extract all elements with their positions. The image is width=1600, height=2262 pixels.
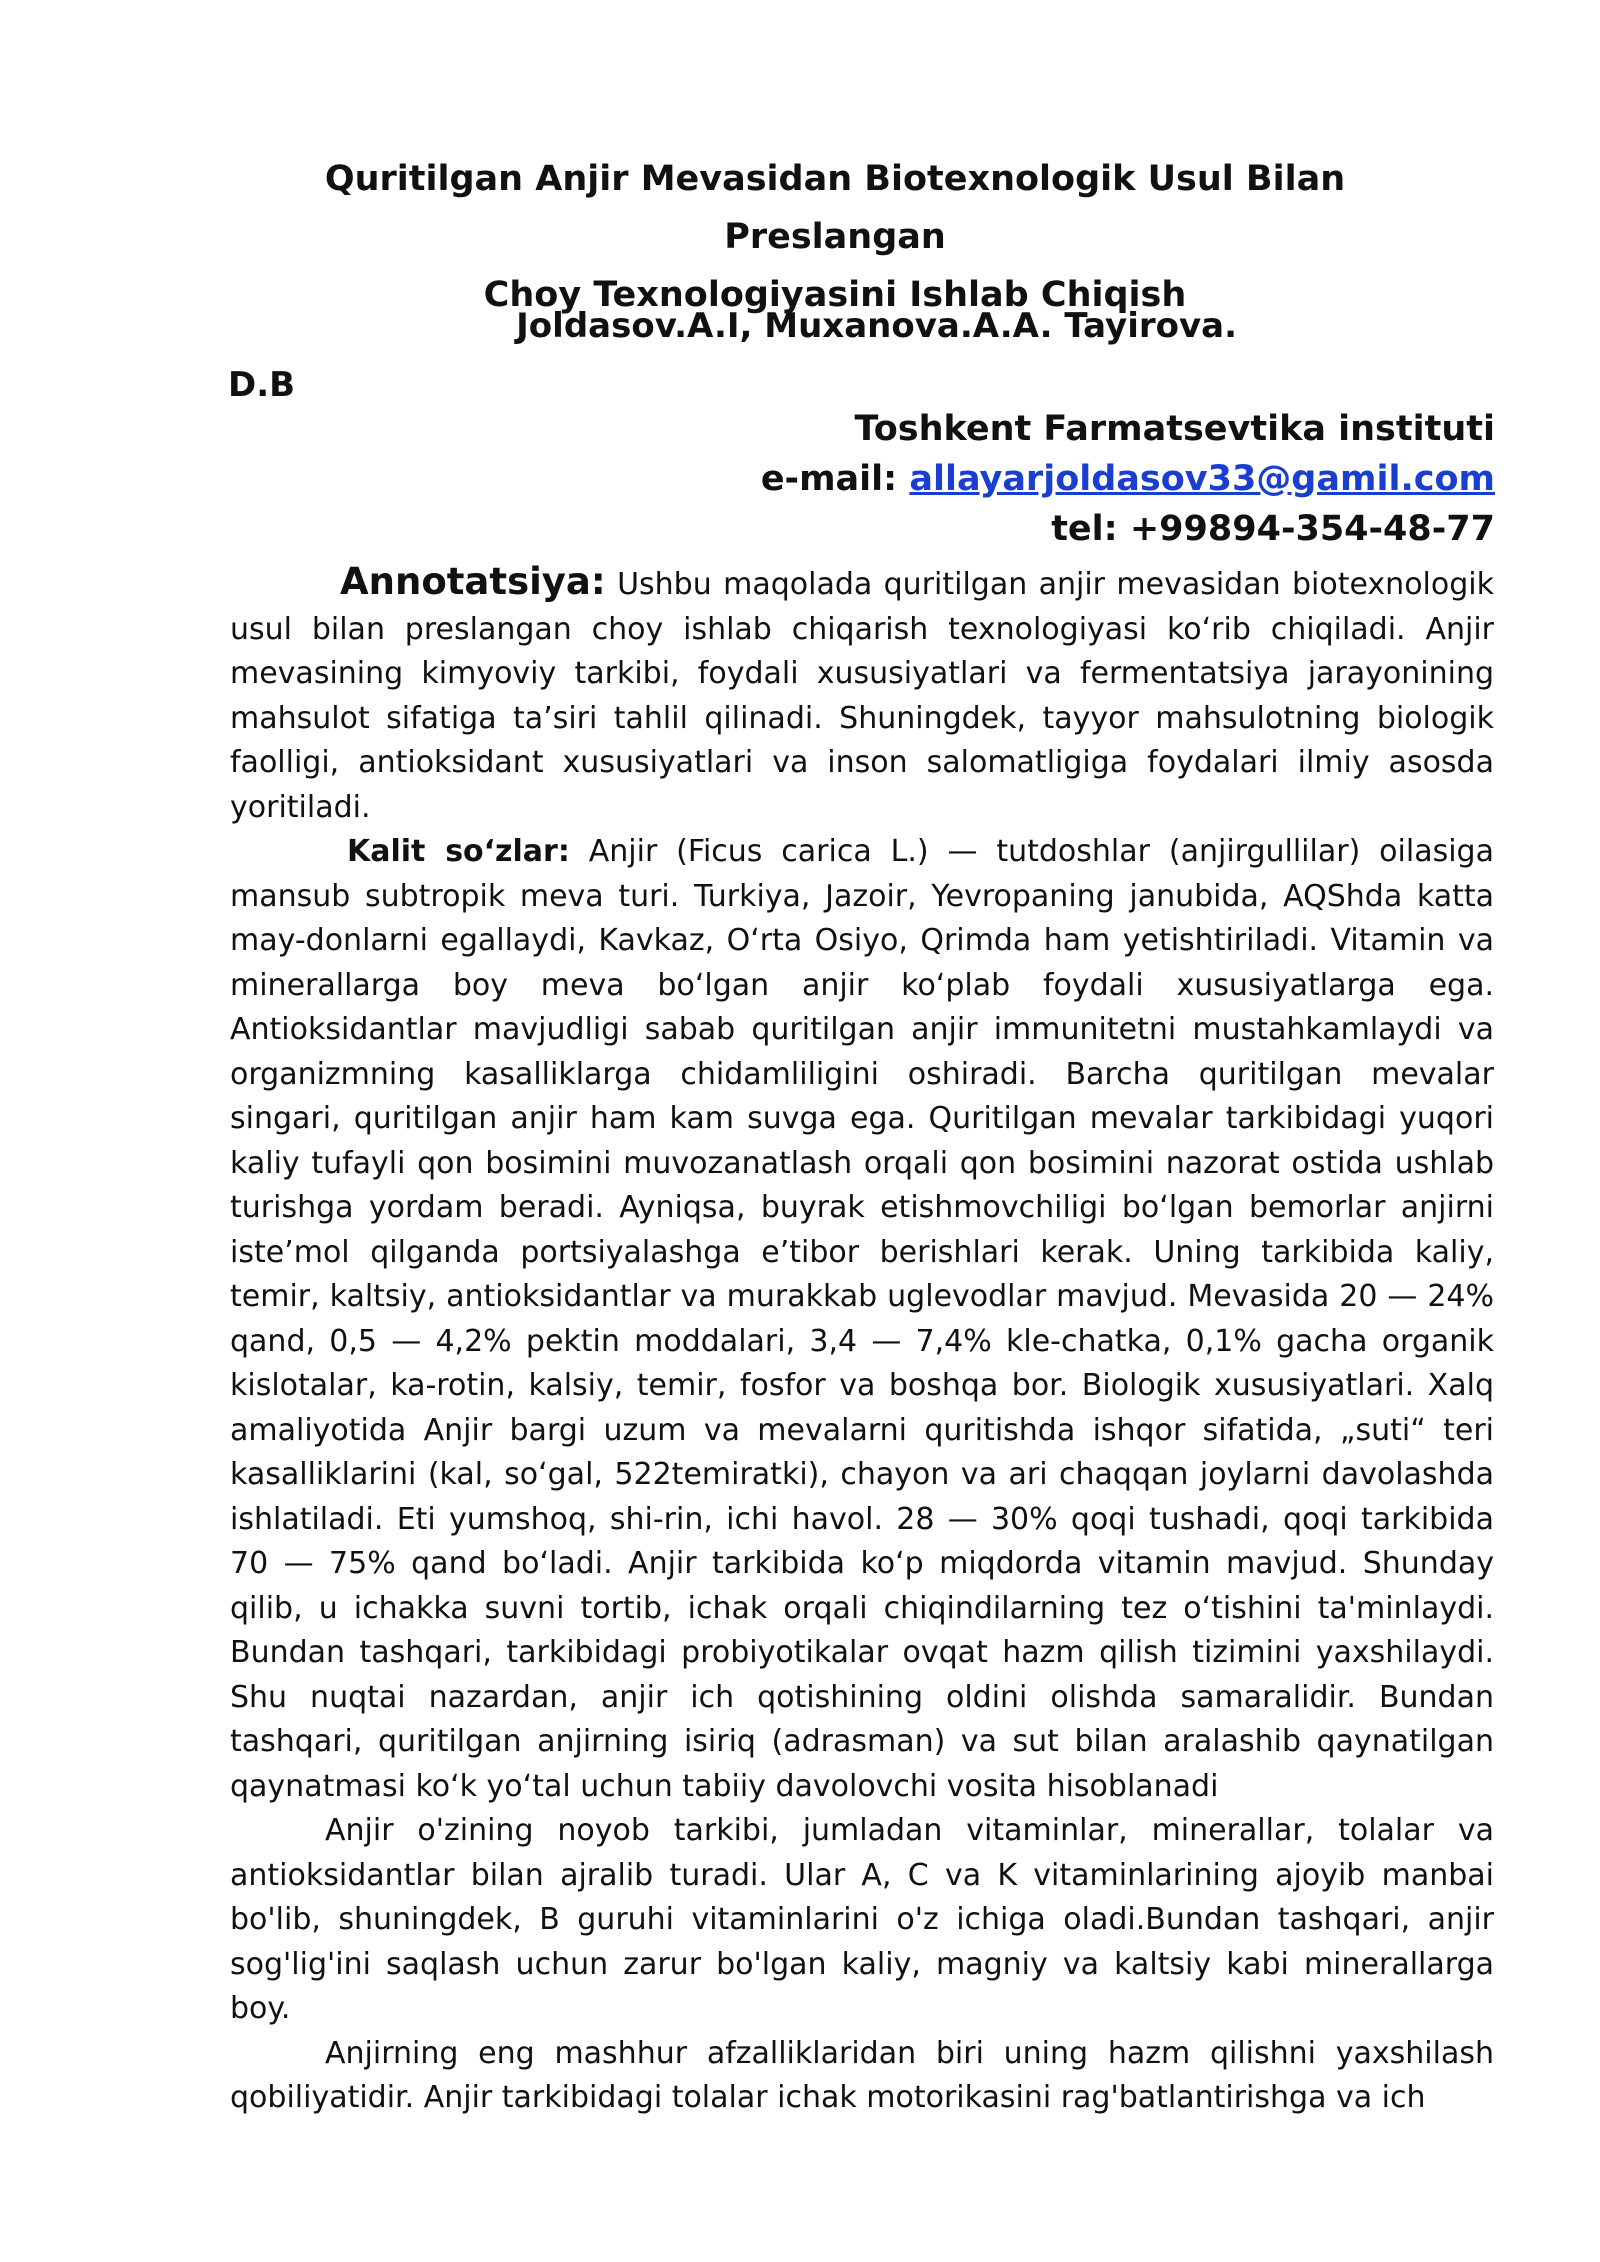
title-line-2: Choy Texnologiyasini Ishlab Chiqish (483, 275, 1187, 315)
annotation-paragraph (230, 560, 1494, 830)
annotation-heading: Annotatsiya: (340, 560, 606, 603)
annotation-text: Ushbu maqolada quritilgan anjir mevasidan biotexnologik usul bilan preslangan choy ishlab chiqarish texnologiyasi koʻrib chiqiladi. Anjir mevasining kimyoviy tarkibi, foydali xususiyatlari va fermentatsiya jarayonining mahsulot sifatiga taʼsiri tahlil qilinadi. Shuningdek, tayyor mahsulotning biologik faolligi, antioksidant xususiyatlari va inson salomatligiga foydalari ilmiy asosda yoritiladi. (230, 567, 1494, 825)
authors (228, 303, 1372, 408)
email-label: e-mail: (760, 459, 898, 499)
paper-body (230, 560, 1494, 2121)
keywords-text: Anjir (Ficus carica L.) — tutdoshlar (anjirgullilar) oilasiga mansub subtropik meva turi. Turkiya, Jazoir, Yevropaning janubida, AQShda katta may-donlarni egallaydi, Kavkaz, Oʻrta Osiyo, Qrimda ham yetishtiriladi. Vitamin va minerallarga boy meva boʻlgan anjir koʻplab foydali xususiyatlarga ega. Antioksidantlar mavjudligi sabab quritilgan anjir immunitetni mustahkamlaydi va organizmning kasalliklarga chidamliligini oshiradi. Barcha quritilgan mevalar singari, quritilgan anjir ham kam suvga ega. Quritilgan mevalar tarkibidagi yuqori kaliy tufayli qon bosimini muvozanatlash orqali qon bosimini nazorat ostida ushlab turishga yordam beradi. Ayniqsa, buyrak etishmovchiligi boʻlgan bemorlar anjirni isteʼmol qilganda portsiyalashga eʼtibor berishlari kerak. Uning tarkibida kaliy, temir, kaltsiy, antioksidantlar va murakkab uglevodlar mavjud. Mevasida 20 — 24% qand, 0,5 — 4,2% pektin moddalari, 3,4 — 7,4% kle-chatka, 0,1% gacha organik kislotalar, ka-rotin, kalsiy, temir, fosfor va boshqa bor. Biologik xususiyatlari. Xalq amaliyotida Anjir bargi uzum va mevalarni quritishda ishqor sifatida, „suti“ teri kasalliklarini (kal, soʻgal, 522temiratki), chayon va ari chaqqan joylarni davolashda ishlatiladi. Eti yumshoq, shi-rin, ichi havol. 28 — 30% qoqi tushadi, qoqi tarkibida 70 — 75% qand boʻladi. Anjir tarkibida koʻp miqdorda vitamin mavjud. Shunday qilib, u ichakka suvni tortib, ichak orqali chiqindilarning tez oʻtishini ta'minlaydi. Bundan tashqari, tarkibidagi probiyotikalar ovqat hazm qilish tizimini yaxshilaydi. Shu nuqtai nazardan, anjir ich qotishining oldini olishda samaralidir. Bundan tashqari, quritilgan anjirning isiriq (adrasman) va sut bilan aralashib qaynatilgan qaynatmasi koʻk yoʻtal uchun tabiiy davolovchi vosita hisoblanadi (230, 834, 1494, 1804)
keywords-heading: Kalit soʻzlar: (347, 834, 570, 869)
email-link[interactable]: allayarjoldasov33@gamil.com (909, 459, 1495, 499)
body-paragraph-4: Anjirning eng mashhur afzalliklaridan biri uning hazm qilishni yaxshilash qobiliyatidir. Anjir tarkibidagi tolalar ichak motorikasini rag'batlantirishga va ich (230, 2035, 1494, 2115)
title-line-1: Quritilgan Anjir Mevasidan Biotexnologik Usul Bilan Preslangan (324, 159, 1346, 257)
body-paragraph-3: Anjir o'zining noyob tarkibi, jumladan vitaminlar, minerallar, tolalar va antioksidantlar bilan ajralib turadi. Ular A, C va K vitaminlarining ajoyib manbai bo'lib, shuningdek, B guruhi vitaminlarini o'z ichiga oladi.Bundan tashqari, anjir sog'lig'ini saqlash uchun zarur bo'lgan kaliy, magniy va kaltsiy kabi minerallarga boy. (230, 1813, 1494, 2026)
affiliation-block (761, 404, 1495, 554)
institute-name: Toshkent Farmatsevtika instituti (854, 409, 1495, 449)
email-line (761, 454, 1495, 504)
keywords-paragraph (230, 830, 1494, 1809)
paper-title (230, 150, 1440, 324)
authors-line-2: D.B (228, 365, 296, 405)
authors-line-1: Joldasov.A.I, Muxanova.A.A. Tayirova. (516, 306, 1237, 346)
phone-line: tel: +99894-354-48-77 (1051, 509, 1495, 549)
